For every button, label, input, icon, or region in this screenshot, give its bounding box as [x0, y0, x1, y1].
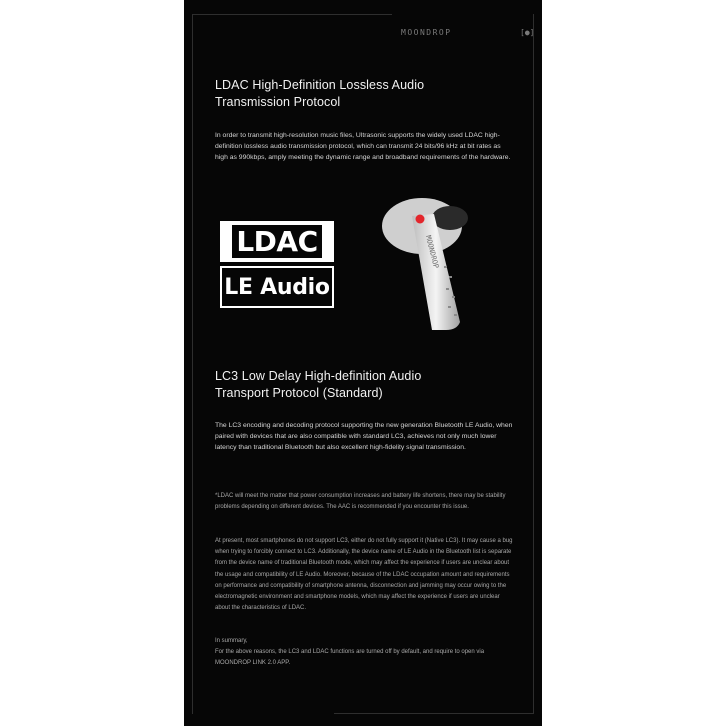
section2-title-line1: LC3 Low Delay High-definition Audio [215, 369, 422, 383]
ldac-logo-text: LDAC [232, 225, 321, 258]
ldac-logo [220, 221, 334, 262]
note-lc3: At present, most smartphones do not support LC3, either do not fully support it (Native LC3). It may cause a bug when trying to forcibly connect to LC3. Additionally, the device name of LE Audio in the Bluetooth list is separate from the device name of traditional Bluetooth mode, which may affect the experience if users are unclear about the usage and compatibility of LE Audio. Moreover, because of the LDAC occupation amount and requirements on performance and compatibility of smartphone antenna, disconnection and jamming may occur owing to the electromagnetic environment and smartphone models, which may affect the experience if users are unclear about the characteristics of LDAC. [215, 538, 513, 612]
section2-body: The LC3 encoding and decoding protocol supporting the new generation Bluetooth LE Audio, when paired with devices that are also compatible with standard LC3, achieves not only much lower latency than traditional Bluetooth but also excellent high-fidelity signal transmission. [215, 422, 513, 452]
section1-title-line2: Transmission Protocol [215, 95, 341, 109]
ldac-logo-inner [222, 223, 332, 260]
frame-top-line [192, 14, 392, 15]
target-icon: [●] [520, 28, 535, 37]
earbud-tip [432, 206, 468, 230]
section1-body: In order to transmit high-resolution music files, Ultrasonic supports the widely used LDAC high-definition lossless audio transmission protocol, which can transmit 24 bits/96 kHz at bit rates as high as 990kbps, amply meeting the dynamic range and broadband requirements of the hardware. [215, 132, 511, 162]
le-audio-logo: LE Audio [220, 266, 334, 308]
frame-right-line [533, 14, 534, 714]
section1-title [215, 77, 515, 111]
section2-title [215, 368, 515, 402]
earbud-red-dot [416, 215, 425, 224]
earbud-image [372, 196, 492, 336]
section2-title-line2: Transport Protocol (Standard) [215, 386, 383, 400]
summary-label: In summary, [215, 638, 248, 644]
brand-logo: MOONDROP [401, 28, 452, 37]
note-ldac: *LDAC will meet the matter that power consumption increases and battery life shortens, there may be stability problems depending on different devices. The AAC is recommended if you encounter this issue. [215, 493, 506, 511]
frame-bottom-line [334, 713, 534, 714]
earbud-stem-text: MOONDROP [424, 234, 440, 270]
product-poster [184, 0, 542, 726]
summary-body: For the above reasons, the LC3 and LDAC functions are turned off by default, and require to open via MOONDROP LINK 2.0 APP. [215, 649, 485, 667]
frame-left-line [192, 14, 193, 714]
section1-title-line1: LDAC High-Definition Lossless Audio [215, 78, 425, 92]
